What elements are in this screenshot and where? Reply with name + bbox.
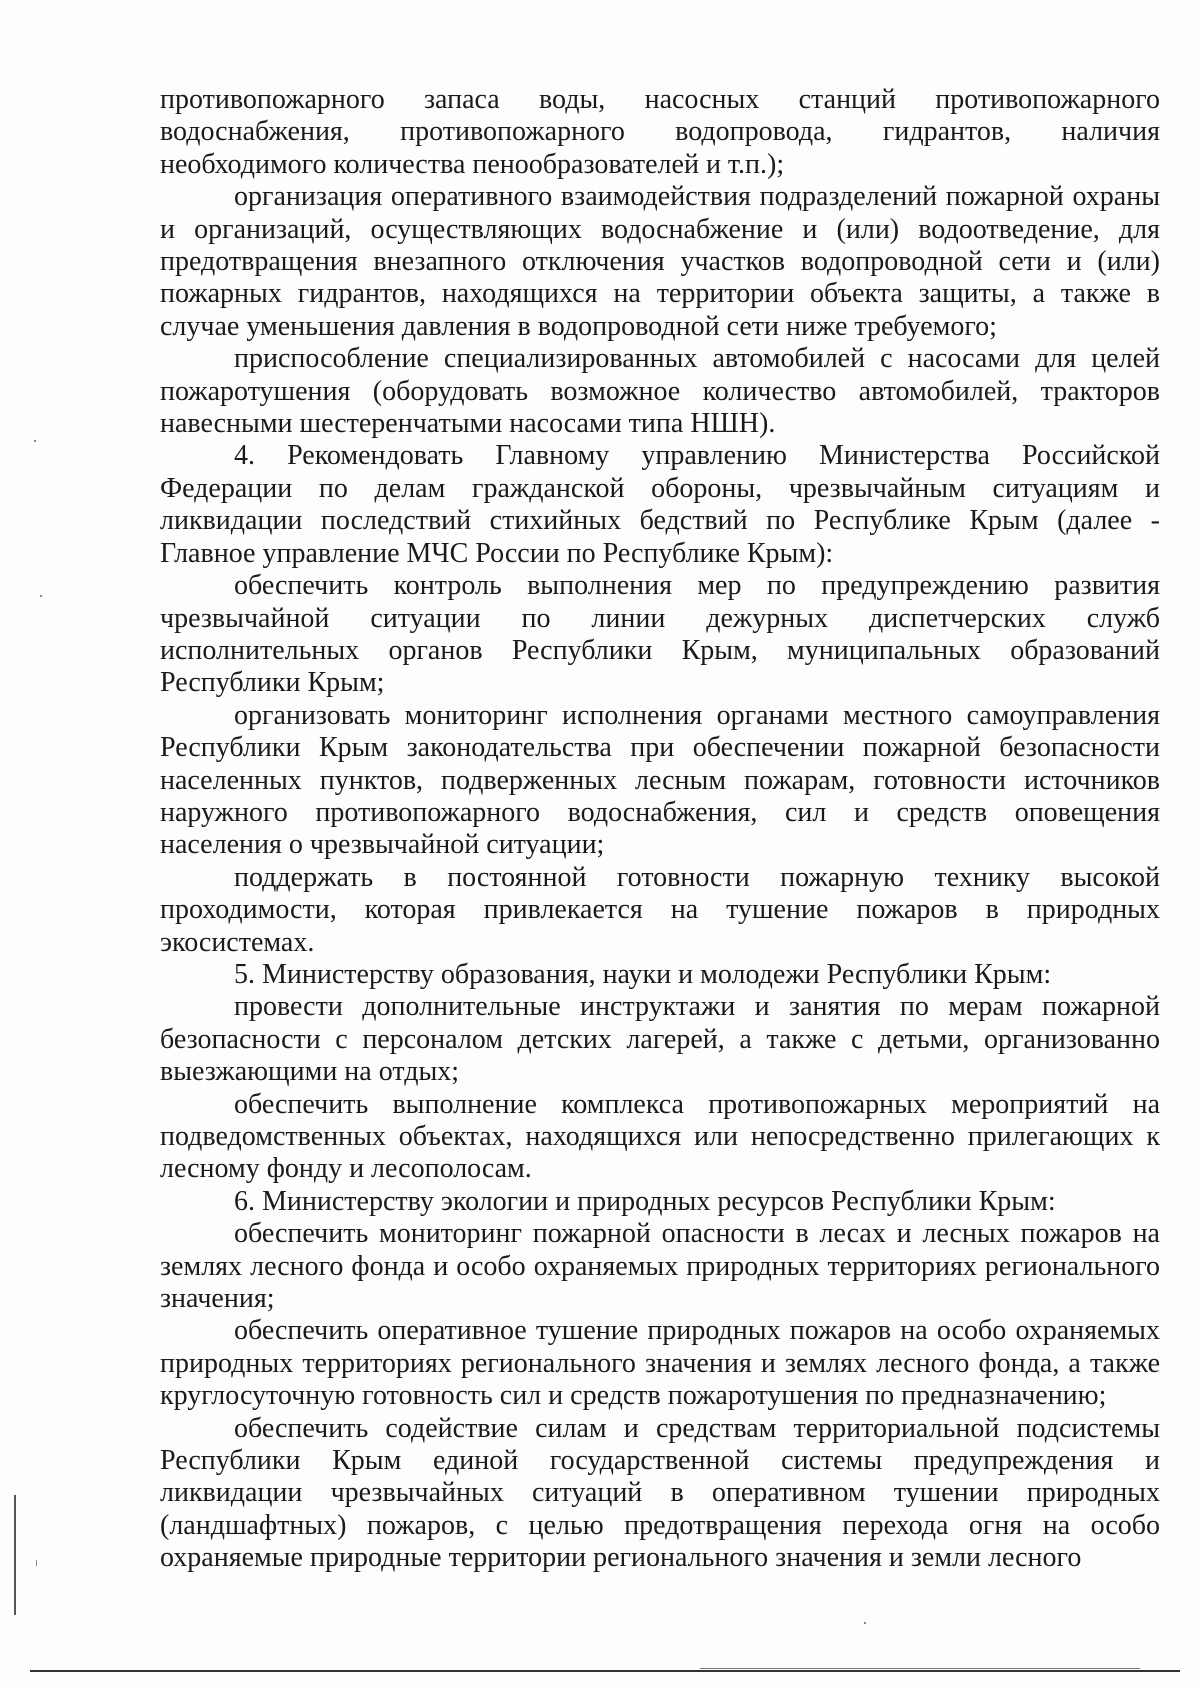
paragraph-2: организация оперативного взаимодействия подразделений пожарной охраны и организаций, осуществляющих водоснабжение и (или) водоотведение, для предотвращения внезапного отключения участков водопроводной сети и (или) пожарных гидрантов, находящихся на территории объекта защиты, а также в случае уменьшения давления в водопроводной сети ниже требуемого;	[160, 181, 1160, 342]
paragraph-12: обеспечить мониторинг пожарной опасности в лесах и лесных пожаров на землях лесного фонда и особо охраняемых природных территориях регионального значения;	[160, 1218, 1160, 1315]
paragraph-8-item: 5. Министерству образования, науки и молодежи Республики Крым:	[234, 958, 1052, 990]
paragraph-13: обеспечить оперативное тушение природных пожаров на особо охраняемых природных территориях регионального значения и землях лесного фонда, а также круглосуточную готовность сил и средств пожаротушения по предназначению;	[160, 1315, 1160, 1412]
paragraph-11-item: 6. Министерству экологии и природных ресурсов Республики Крым:	[234, 1185, 1056, 1217]
paragraph-1: противопожарного запаса воды, насосных станций противопожарного водоснабжения, противопожарного водопровода, гидрантов, наличия необходимого количества пенообразователей и т.п.);	[160, 84, 1160, 180]
scan-margin-tick	[36, 1560, 37, 1566]
document-body	[160, 84, 1160, 1575]
scan-speck	[864, 1622, 866, 1624]
paragraph-6: организовать мониторинг исполнения органами местного самоуправления Республики Крым законодательства при обеспечении пожарной безопасности населенных пунктов, подверженных лесным пожарам, готовности источников наружного противопожарного водоснабжения, сил и средств оповещения населения о чрезвычайной ситуации;	[160, 699, 1160, 861]
paragraph-10: обеспечить выполнение комплекса противопожарных мероприятий на подведомственных объектах, находящихся или непосредственно прилегающих к лесному фонду и лесополосам.	[160, 1088, 1160, 1185]
scan-speck	[34, 440, 36, 442]
scan-margin-line	[14, 1495, 16, 1615]
scan-speck	[40, 595, 42, 597]
paragraph-3: приспособление специализированных автомобилей с насосами для целей пожаротушения (оборудовать возможное количество автомобилей, тракторов навесными шестеренчатыми насосами типа НШН).	[160, 343, 1160, 440]
paragraph-5: обеспечить контроль выполнения мер по предупреждению развития чрезвычайной ситуации по линии дежурных диспетчерских служб исполнительных органов Республики Крым, муниципальных образований Республики Крым;	[160, 570, 1160, 699]
paragraph-4-item: 4. Рекомендовать Главному управлению Министерства Российской Федерации по делам гражданской обороны, чрезвычайным ситуациям и ликвидации последствий стихийных бедствий по Республике Крым (далее - Главное управление МЧС России по Республике Крым):	[160, 440, 1160, 569]
paragraph-7: поддержать в постоянной готовности пожарную технику высокой проходимости, которая привлекается на тушение пожаров в природных экосистемах.	[160, 861, 1160, 958]
scan-bottom-edge-faint	[700, 1668, 1140, 1669]
scan-bottom-edge	[30, 1670, 1180, 1672]
paragraph-14: обеспечить содействие силам и средствам территориальной подсистемы Республики Крым единой государственной системы предупреждения и ликвидации чрезвычайных ситуаций в оперативном тушении природных (ландшафтных) пожаров, с целью предотвращения перехода огня на особо охраняемые природные территории регионального значения и земли лесного	[160, 1412, 1160, 1574]
paragraph-9: провести дополнительные инструктажи и занятия по мерам пожарной безопасности с персоналом детских лагерей, а также с детьми, организованно выезжающими на отдых;	[160, 991, 1160, 1088]
